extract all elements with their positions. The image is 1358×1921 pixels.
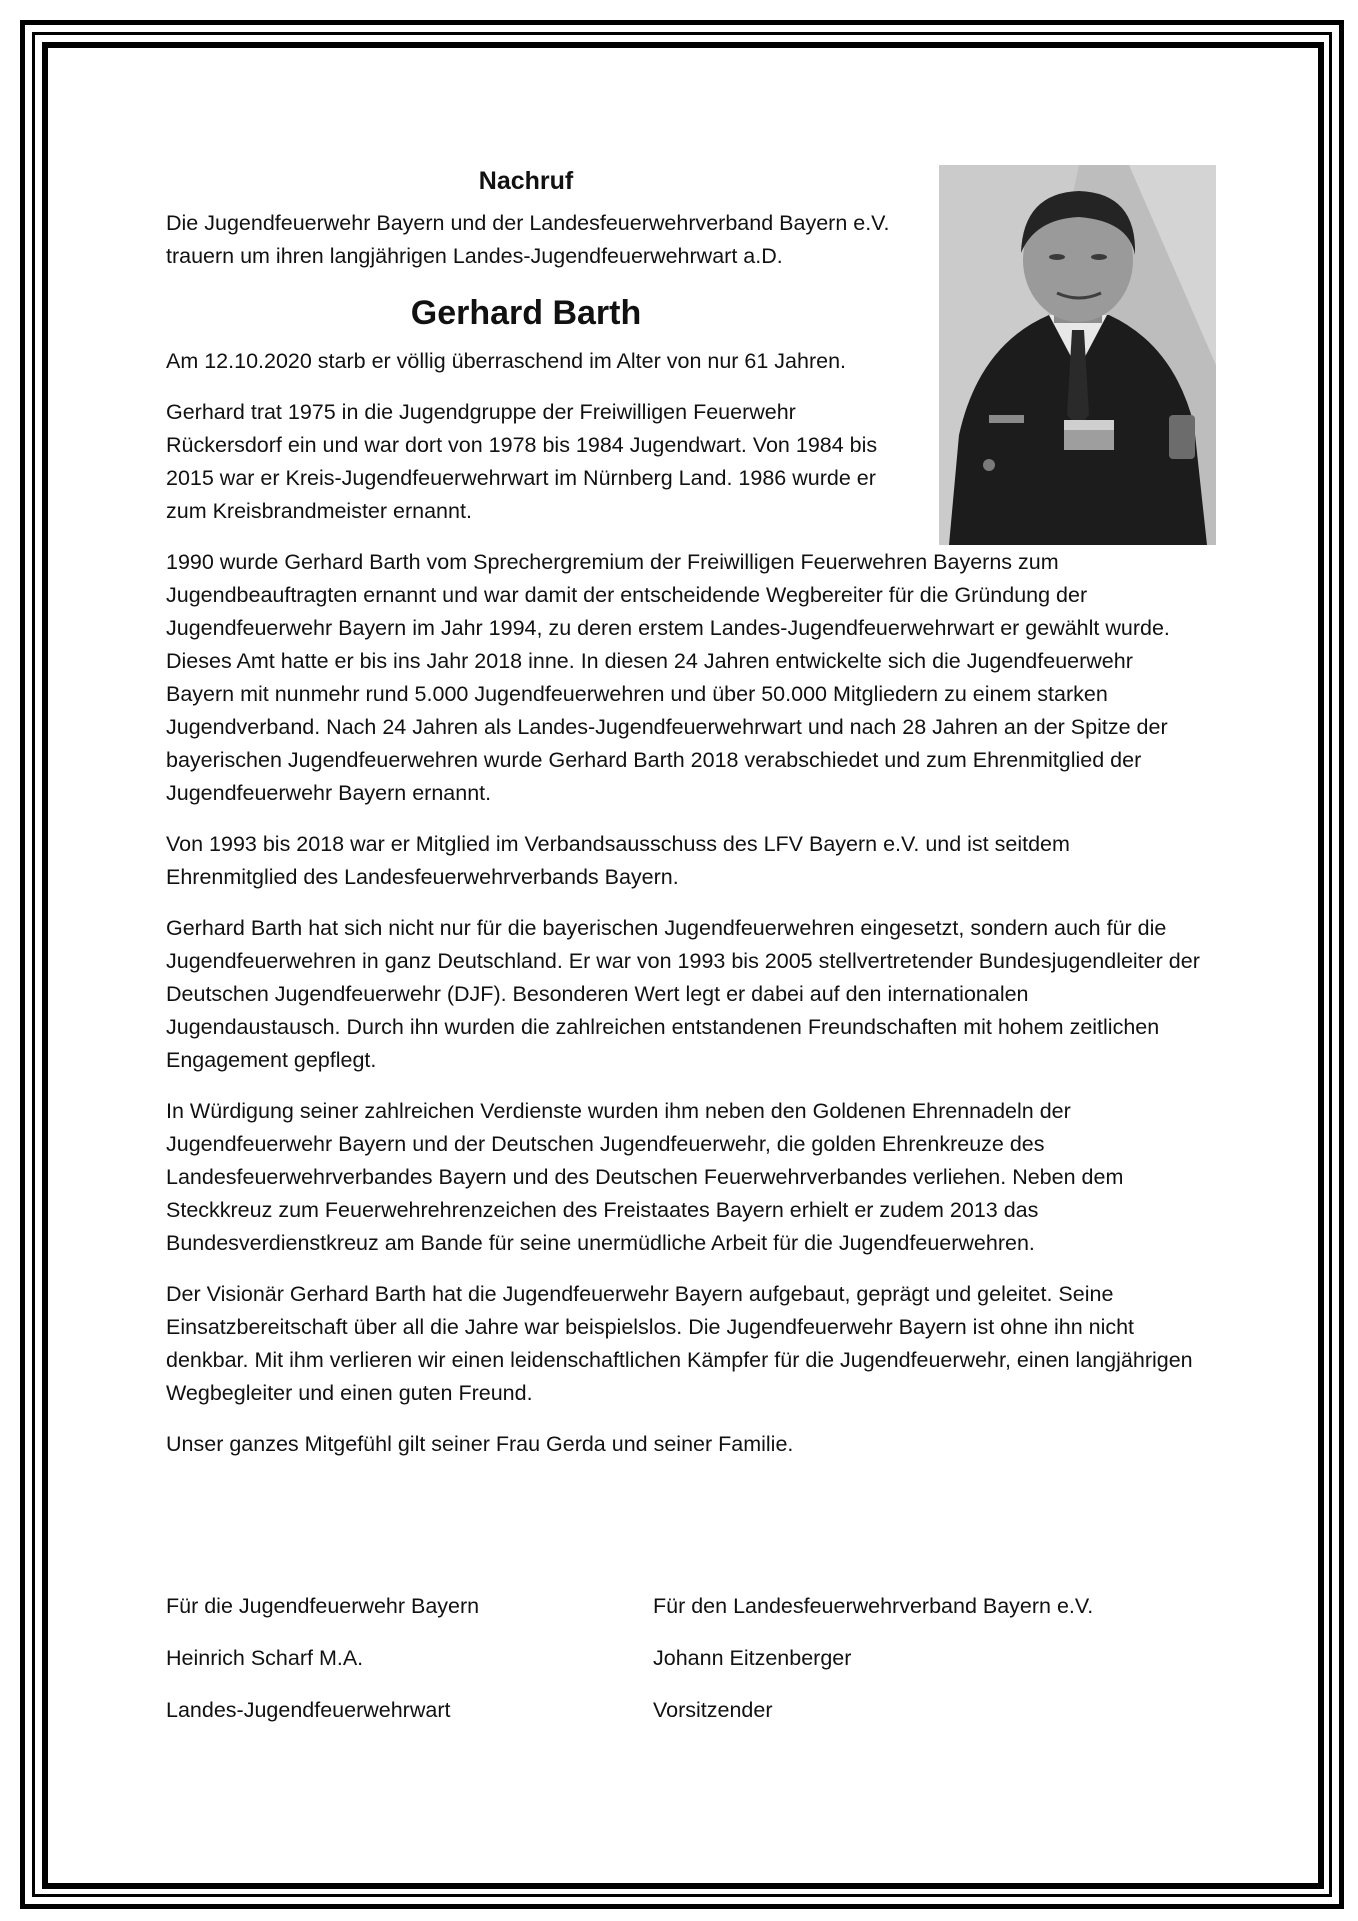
paragraph-early-career: Gerhard trat 1975 in die Jugendgruppe der Freiwilligen Feuerwehr Rückersdorf ein und war dort von 1978 bis 1984 Jugendwart. Von 1984 bis 2015 war er Kreis-Jugendfeuerwehrwart im Nürnberg Land. 1986 wurde er zum Kreisbrandmeister ernannt. — [166, 400, 878, 523]
signature-right-person: Johann Eitzenberger — [653, 1646, 852, 1670]
signature-right — [653, 1580, 1093, 1736]
paragraph-death: Am 12.10.2020 starb er völlig überraschend im Alter von nur 61 Jahren. — [166, 349, 847, 373]
paragraph-condolences: Unser ganzes Mitgefühl gilt seiner Frau Gerda und seiner Familie. — [166, 1432, 794, 1456]
paragraph-jugendfeuerwehr: 1990 wurde Gerhard Barth vom Sprechergremium der Freiwilligen Feuerwehren Bayerns zum Jugendbeauftragten ernannt und war damit der entscheidende Wegbereiter für die Gründung der Jugendfeuerwehr Bayern im Jahr 1994, zu deren erstem Landes-Jugendfeuerwehrwart er gewählt wurde. Dieses Amt hatte er bis ins Jahr 2018 inne. In diesen 24 Jahren entwickelte sich die Jugendfeuerwehr Bayern mit nunmehr rund 5.000 Jugendfeuerwehren und über 50.000 Mitgliedern zu einem starken Jugendverband. Nach 24 Jahren als Landes-Jugendfeuerwehrwart und nach 28 Jahren an der Spitze der bayerischen Jugendfeuerwehren wurde Gerhard Barth 2018 verabschiedet und zum Ehrenmitglied der Jugendfeuerwehr Bayern ernannt. — [166, 550, 1170, 805]
paragraph-honors: In Würdigung seiner zahlreichen Verdienste wurden ihm neben den Goldenen Ehrennadeln der Jugendfeuerwehr Bayern und der Deutschen Jugendfeuerwehr, die golden Ehrenkreuze des Landesfeuerwehrverbandes Bayern und des Deutschen Feuerwehrverbandes verliehen. Neben dem Steckkreuz zum Feuerwehrehrenzeichen des Freistaates Bayern erhielt er zudem 2013 das Bundesverdienstkreuz am Bande für seine unermüdliche Arbeit für die Jugendfeuerwehren. — [166, 1099, 1124, 1255]
signature-left-role: Landes-Jugendfeuerwehrwart — [166, 1698, 451, 1722]
paragraph-visionary: Der Visionär Gerhard Barth hat die Jugendfeuerwehr Bayern aufgebaut, geprägt und geleitet. Seine Einsatzbereitschaft über all die Jahre war beispielslos. Die Jugendfeuerwehr Bayern ist ohne ihn nicht denkbar. Mit ihm verlieren wir einen leidenschaftlichen Kämpfer für die Jugendfeuerwehr, einen langjährigen Wegbegleiter und einen guten Freund. — [166, 1282, 1193, 1405]
paragraph-verbandsausschuss: Von 1993 bis 2018 war er Mitglied im Verbandsausschuss des LFV Bayern e.V. und ist seitdem Ehrenmitglied des Landesfeuerwehrverbands Bayern. — [166, 832, 1070, 889]
intro-paragraph: Die Jugendfeuerwehr Bayern und der Landesfeuerwehrverband Bayern e.V. trauern um ihren langjährigen Landes-Jugendfeuerwehrwart a.D. — [166, 211, 890, 268]
obituary-content — [166, 165, 1206, 1479]
signature-left-org: Für die Jugendfeuerwehr Bayern — [166, 1594, 480, 1618]
paragraph-deutschland: Gerhard Barth hat sich nicht nur für die bayerischen Jugendfeuerwehren eingesetzt, sondern auch für die Jugendfeuerwehren in ganz Deutschland. Er war von 1993 bis 2005 stellvertretender Bundesjugendleiter der Deutschen Jugendfeuerwehr (DJF). Besonderen Wert legt er dabei auf den internationalen Jugendaustausch. Durch ihn wurden die zahlreichen entstandenen Freundschaften mit hohem zeitlichen Engagement gepflegt. — [166, 916, 1200, 1072]
signature-right-role: Vorsitzender — [653, 1698, 773, 1722]
signature-right-org: Für den Landesfeuerwehrverband Bayern e.V. — [653, 1594, 1094, 1618]
signature-left-person: Heinrich Scharf M.A. — [166, 1646, 364, 1670]
signature-left — [166, 1580, 479, 1736]
deceased-name: Gerhard Barth — [410, 294, 642, 332]
heading: Nachruf — [478, 167, 574, 195]
